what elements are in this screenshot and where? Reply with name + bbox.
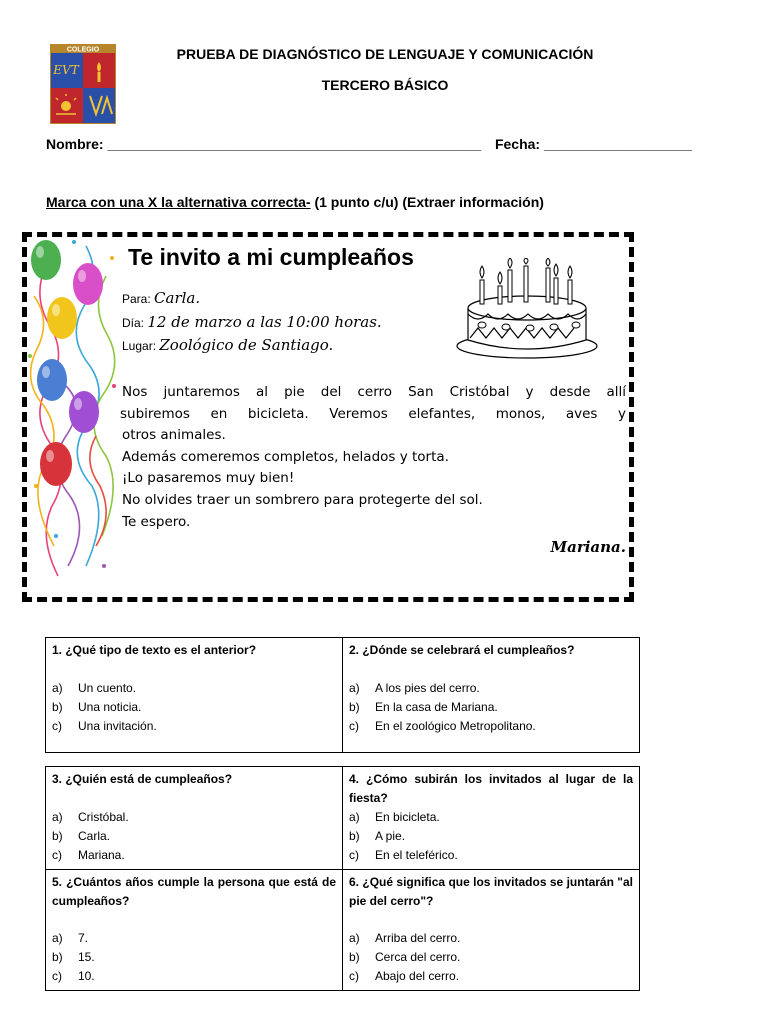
- option-text: En el zoológico Metropolitano.: [375, 719, 536, 733]
- option-letter: a): [349, 810, 360, 824]
- question-text: 6. ¿Qué significa que los invitados se juntarán "al pie del cerro"?: [349, 875, 633, 908]
- option-b[interactable]: [349, 948, 633, 967]
- option-text: Cerca del cerro.: [375, 950, 461, 964]
- field-dia: [122, 313, 382, 331]
- option-text: 7.: [78, 931, 89, 945]
- question-2: [343, 638, 640, 753]
- option-letter: c): [52, 969, 62, 983]
- option-text: Una noticia.: [78, 700, 142, 714]
- option-letter: a): [52, 681, 63, 695]
- option-b[interactable]: [349, 827, 633, 846]
- question-6: [343, 870, 640, 991]
- para-label: Para:: [122, 292, 151, 306]
- instruction-dash: -: [305, 194, 311, 210]
- option-letter: c): [52, 848, 62, 862]
- option-text: A pie.: [375, 829, 406, 843]
- option-text: En bicicleta.: [375, 810, 440, 824]
- date-label: Fecha:: [494, 136, 541, 152]
- option-c[interactable]: [349, 846, 633, 865]
- instruction: [46, 194, 544, 210]
- instruction-main: Marca con una X la alternativa correcta: [46, 194, 306, 210]
- invitation-body: [122, 382, 626, 533]
- option-b[interactable]: [349, 698, 633, 717]
- body-line: Te espero.: [122, 513, 191, 530]
- option-text: Cristóbal.: [78, 810, 129, 824]
- option-text: Arriba del cerro.: [375, 931, 461, 945]
- option-letter: b): [349, 829, 360, 843]
- signature: Mariana.: [550, 538, 626, 556]
- body-line: otros animales.: [122, 427, 226, 444]
- instruction-detail: (1 punto c/u) (Extraer información): [310, 194, 544, 210]
- option-b[interactable]: [52, 948, 336, 967]
- question-text: 2. ¿Dónde se celebrará el cumpleaños?: [349, 643, 575, 657]
- option-b[interactable]: [52, 698, 336, 717]
- option-letter: b): [349, 700, 360, 714]
- balloons-illustration: [26, 236, 120, 592]
- test-grade: TERCERO BÁSICO: [321, 77, 449, 93]
- lugar-value: Zoológico de Santiago.: [159, 336, 334, 354]
- option-a[interactable]: [52, 929, 336, 948]
- logo-text: COLEGIO: [66, 46, 100, 54]
- body-line: No olvides traer un sombrero para protegerte del sol.: [122, 491, 483, 508]
- option-text: 10.: [78, 969, 95, 983]
- option-c[interactable]: [349, 967, 633, 986]
- option-a[interactable]: [52, 679, 336, 698]
- body-line: Nos juntaremos al pie del cerro San Cristóbal y desde allí: [122, 384, 626, 400]
- option-text: A los pies del cerro.: [375, 681, 480, 695]
- dia-value: 12 de marzo a las 10:00 horas.: [147, 313, 382, 331]
- option-text: Una invitación.: [78, 719, 157, 733]
- body-line: subiremos en bicicleta. Veremos elefantes, monos, aves y: [120, 405, 626, 422]
- question-3: [46, 767, 343, 870]
- body-line: Además comeremos completos, helados y torta.: [122, 448, 449, 465]
- para-value: Carla.: [154, 289, 201, 307]
- field-para: [122, 289, 200, 307]
- option-text: En la casa de Mariana.: [375, 700, 498, 714]
- option-a[interactable]: [349, 929, 633, 948]
- option-letter: a): [52, 931, 63, 945]
- option-c[interactable]: [52, 717, 336, 736]
- question-5: [46, 870, 343, 991]
- option-a[interactable]: [349, 808, 633, 827]
- option-letter: a): [52, 810, 63, 824]
- dia-label: Día:: [122, 316, 145, 330]
- lugar-label: Lugar:: [122, 339, 157, 353]
- test-title: PRUEBA DE DIAGNÓSTICO DE LENGUAJE Y COMUNICACIÓN: [176, 46, 594, 62]
- option-letter: a): [349, 681, 360, 695]
- invitation-title: Te invito a mi cumpleaños: [128, 244, 414, 270]
- birthday-cake-illustration: [454, 258, 600, 364]
- field-lugar: [122, 336, 333, 354]
- body-line: ¡Lo pasaremos muy bien!: [122, 470, 295, 487]
- option-letter: b): [349, 950, 360, 964]
- question-text: 1. ¿Qué tipo de texto es el anterior?: [52, 643, 257, 657]
- option-letter: c): [349, 719, 359, 733]
- option-a[interactable]: [349, 679, 633, 698]
- questions-table-1: [45, 637, 640, 753]
- option-text: Mariana.: [78, 848, 125, 862]
- option-text: 15.: [78, 950, 95, 964]
- question-text: 5. ¿Cuántos años cumple la persona que está de cumpleaños?: [52, 875, 336, 908]
- name-field[interactable]: ________________________________________________: [107, 136, 482, 152]
- option-letter: c): [349, 848, 359, 862]
- option-text: En el teleférico.: [375, 848, 458, 862]
- student-info-line: [46, 136, 692, 152]
- date-field[interactable]: ___________________: [543, 136, 692, 152]
- school-logo: [50, 44, 116, 124]
- option-text: Abajo del cerro.: [375, 969, 460, 983]
- option-letter: c): [52, 719, 62, 733]
- question-text: 4. ¿Cómo subirán los invitados al lugar de la fiesta?: [349, 772, 633, 805]
- name-label: Nombre:: [46, 136, 104, 152]
- option-c[interactable]: [52, 967, 336, 986]
- question-text: 3. ¿Quién está de cumpleaños?: [52, 772, 233, 786]
- option-letter: b): [52, 950, 63, 964]
- logo-monogram: EVT: [53, 63, 79, 77]
- option-letter: a): [349, 931, 360, 945]
- option-letter: b): [52, 829, 63, 843]
- question-4: [343, 767, 640, 870]
- option-letter: c): [349, 969, 359, 983]
- option-c[interactable]: [52, 846, 336, 865]
- option-text: Carla.: [78, 829, 111, 843]
- questions-table-2: [45, 766, 640, 991]
- option-text: Un cuento.: [78, 681, 137, 695]
- option-a[interactable]: [52, 808, 336, 827]
- question-1: [46, 638, 343, 753]
- option-c[interactable]: [349, 717, 633, 736]
- option-b[interactable]: [52, 827, 336, 846]
- option-letter: b): [52, 700, 63, 714]
